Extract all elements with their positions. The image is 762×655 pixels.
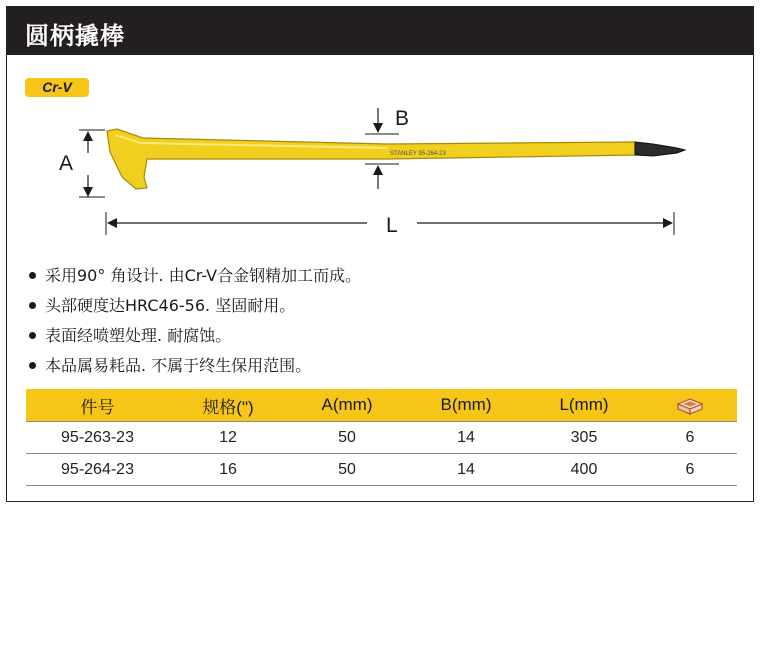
table-header-row	[26, 389, 737, 422]
table-row	[26, 422, 737, 454]
pry-bar-diagram	[7, 7, 753, 247]
bar-imprint: STANLEY 95-264-23	[390, 151, 446, 157]
feature-item: 采用90° 角设计. 由Cr-V合金钢精加工而成。	[29, 261, 361, 291]
dimension-b-label: B	[395, 107, 410, 130]
header-part-number: 件号	[26, 389, 169, 422]
header-b: B(mm)	[407, 389, 525, 422]
feature-list	[29, 261, 361, 381]
cell-package-qty: 6	[643, 454, 737, 486]
product-card	[6, 6, 754, 502]
cell-l: 305	[525, 422, 643, 454]
dimension-a-label: A	[59, 152, 74, 175]
header-size: 规格(")	[169, 389, 287, 422]
bullet-icon	[29, 332, 36, 339]
feature-item: 本品属易耗品. 不属于终生保用范围。	[29, 351, 361, 381]
cell-size: 16	[169, 454, 287, 486]
pry-bar-image	[107, 129, 685, 189]
table-row	[26, 454, 737, 486]
header-a: A(mm)	[287, 389, 407, 422]
feature-item: 表面经喷塑处理. 耐腐蚀。	[29, 321, 361, 351]
cell-package-qty: 6	[643, 422, 737, 454]
bullet-icon	[29, 302, 36, 309]
bullet-icon	[29, 362, 36, 369]
cell-size: 12	[169, 422, 287, 454]
cell-l: 400	[525, 454, 643, 486]
page-title: 圆柄撬棒	[25, 22, 125, 50]
header-package	[643, 389, 737, 422]
cell-b: 14	[407, 454, 525, 486]
feature-item: 头部硬度达HRC46-56. 坚固耐用。	[29, 291, 361, 321]
dimension-l-label: L	[386, 214, 398, 237]
package-box-icon	[676, 395, 704, 415]
bullet-icon	[29, 272, 36, 279]
cell-part-number: 95-264-23	[26, 454, 169, 486]
cell-b: 14	[407, 422, 525, 454]
cell-a: 50	[287, 422, 407, 454]
spec-table	[26, 389, 737, 486]
material-badge-label: Cr-V	[42, 79, 72, 95]
cell-a: 50	[287, 454, 407, 486]
dimension-a	[59, 130, 105, 197]
header-l: L(mm)	[525, 389, 643, 422]
cell-part-number: 95-263-23	[26, 422, 169, 454]
dimension-l	[106, 212, 674, 237]
